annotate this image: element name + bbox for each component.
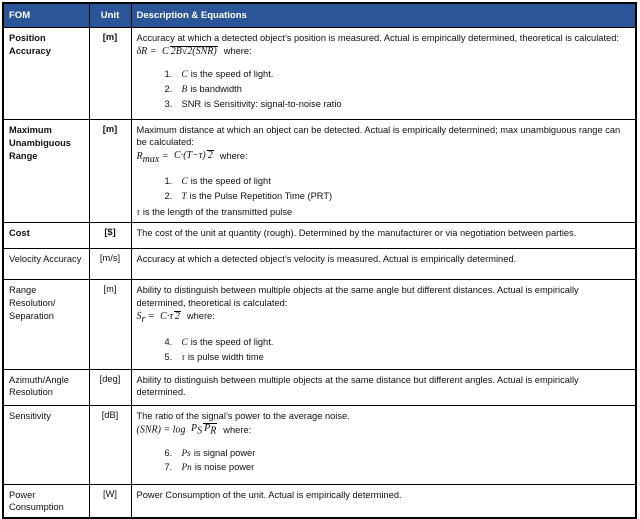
equation-term: 3. SNR is Sensitivity: signal-to-noise ratio xyxy=(164,98,342,109)
description-text: Power Consumption of the unit. Actual is empirically determined. xyxy=(136,489,402,500)
fraction: $P_S$ $P_R$ xyxy=(190,422,217,437)
equation: $(SNR) = \log P_S$ $P_R$ where: xyxy=(136,422,252,437)
unit-cell: [m/s] xyxy=(89,249,131,280)
fom-table xyxy=(2,2,637,519)
table-row xyxy=(3,405,636,484)
equation-terms-list xyxy=(165,336,631,366)
unit-cell: [$] xyxy=(89,223,131,249)
column-header-fom: FOM xyxy=(3,3,89,28)
description-cell xyxy=(131,120,636,223)
unit-cell: [dB] xyxy=(89,405,131,484)
document-page xyxy=(2,2,637,519)
equation-footnote: τ is the length of the transmitted pulse xyxy=(136,207,293,219)
description-text: The ratio of the signal’s power to the average noise. xyxy=(136,410,350,421)
table-row xyxy=(3,484,636,518)
fom-cell: Azimuth/Angle Resolution xyxy=(3,369,89,405)
table-row xyxy=(3,280,636,369)
unit-cell: [m] xyxy=(89,120,131,223)
equation-term: 2. T is the Pulse Repetition Time (PRT) xyxy=(164,191,333,203)
equation-term: 1. C is the speed of light. xyxy=(164,68,274,80)
equation-term: 5. τ is pulse width time xyxy=(164,351,264,363)
fom-cell: Cost xyxy=(3,223,89,249)
unit-cell: [m] xyxy=(89,280,131,369)
description-text: Accuracy at which a detected object’s velocity is measured. Actual is empirically determined. xyxy=(136,254,517,265)
fom-cell: Velocity Accuracy xyxy=(3,249,89,280)
equation-term: 4. C is the speed of light. xyxy=(164,336,274,348)
description-cell xyxy=(131,405,636,484)
column-header-unit: Unit xyxy=(89,3,131,28)
fraction: C·τ 2 xyxy=(160,310,180,322)
equation-term: 7. Pn is noise power xyxy=(164,462,255,474)
table-row xyxy=(3,120,636,223)
equation-terms-list xyxy=(165,447,631,477)
unit-cell: [deg] xyxy=(89,369,131,405)
description-text: Ability to distinguish between multiple objects at the same angle but different distances. Actual is empirically determined, theoretical is calculated: xyxy=(136,285,579,308)
fom-cell: Range Resolution/ Separation xyxy=(3,280,89,369)
table-header-row xyxy=(3,3,636,28)
description-cell xyxy=(131,223,636,249)
fom-cell: Power Consumption xyxy=(3,484,89,518)
equation: $S_r = C\cdot\tau$ 2 where: xyxy=(136,310,215,326)
fom-cell: Position Accuracy xyxy=(3,28,89,120)
fom-cell: Maximum Unambiguous Range xyxy=(3,120,89,223)
column-header-description: Description & Equations xyxy=(131,3,636,28)
radical-sign: √ xyxy=(181,46,188,57)
description-cell xyxy=(131,369,636,405)
fraction: C·(T−τ) 2 xyxy=(174,150,213,162)
table-row xyxy=(3,249,636,280)
description-text: The cost of the unit at quantity (rough). Determined by the manufacturer or via negotiation between parties. xyxy=(136,228,577,239)
equation-terms-list xyxy=(165,175,631,205)
description-cell xyxy=(131,28,636,120)
description-text: Maximum distance at which an object can be detected. Actual is empirically determined; max unambiguous range can be calculated: xyxy=(136,125,621,148)
description-text: Ability to distinguish between multiple objects at the same distance but different angles. Actual is empirically determined. xyxy=(136,374,579,397)
equation-term: 1. C is the speed of light xyxy=(164,176,271,188)
fraction: C 2B√2(SNR) xyxy=(162,46,217,57)
equation: δR = C 2B√2(SNR) where: xyxy=(136,46,252,58)
description-cell xyxy=(131,280,636,369)
equation: $R_{max} = C\cdot(T-\tau)$ 2 where: xyxy=(136,150,248,165)
table-row xyxy=(3,223,636,249)
table-row xyxy=(3,369,636,405)
unit-cell: [m] xyxy=(89,28,131,120)
description-cell xyxy=(131,249,636,280)
fom-cell: Sensitivity xyxy=(3,405,89,484)
unit-cell: [W] xyxy=(89,484,131,518)
table-row xyxy=(3,28,636,120)
equation-term: 2. B is bandwidth xyxy=(164,83,242,95)
equation-term: 6. Ps is signal power xyxy=(164,447,256,459)
description-text: Accuracy at which a detected object’s position is measured. Actual is empirically determined, theoretical is calculated: xyxy=(136,33,619,43)
description-cell xyxy=(131,484,636,518)
equation-terms-list xyxy=(165,68,631,112)
